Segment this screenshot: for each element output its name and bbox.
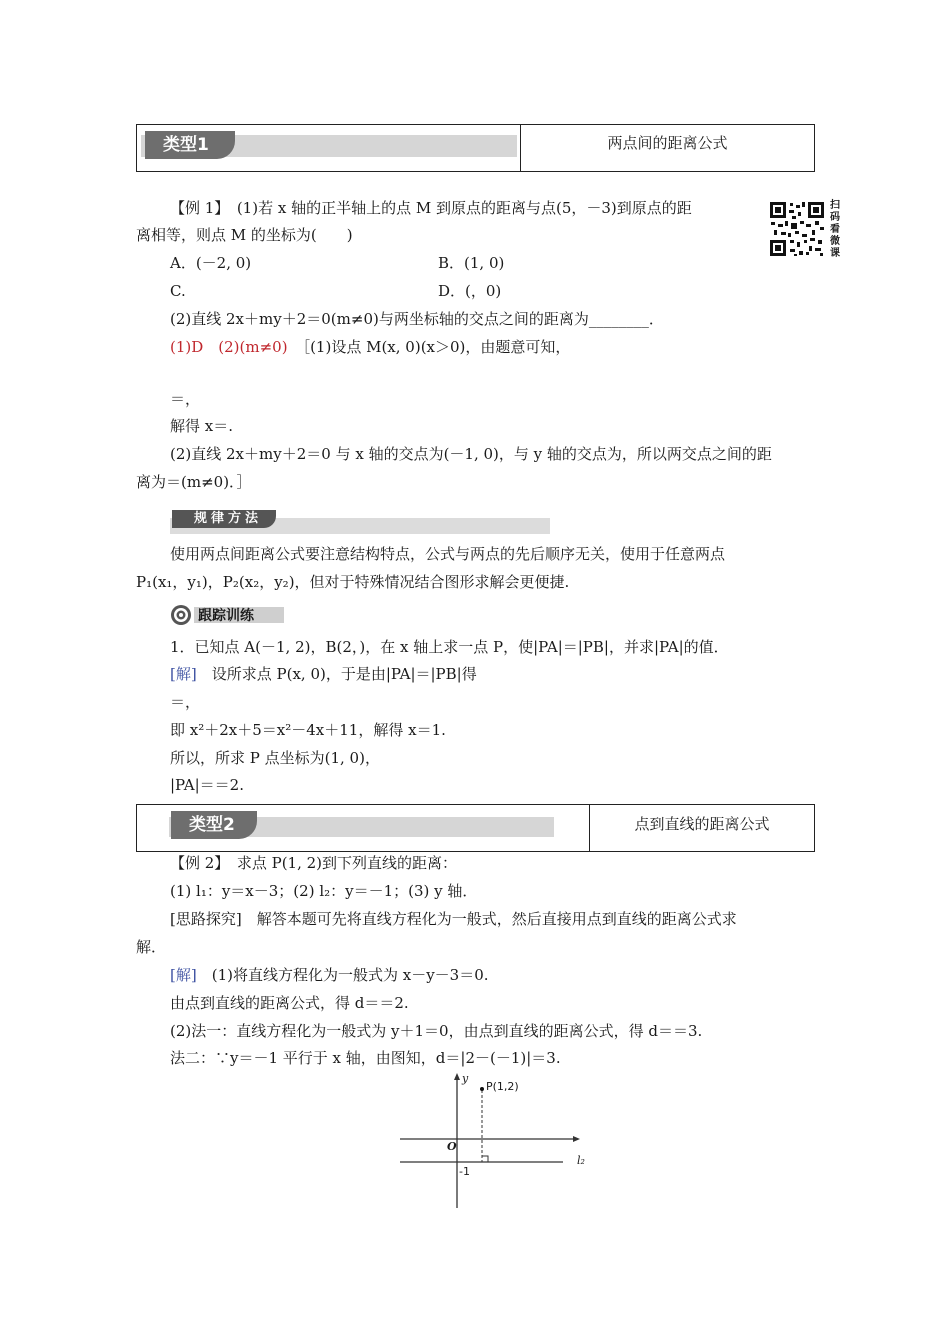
example1-solve: 解得 x＝. bbox=[170, 417, 233, 435]
x-axis-arrow bbox=[573, 1136, 580, 1142]
option-b: B．(1, 0) bbox=[438, 254, 505, 272]
example2-line1 bbox=[170, 853, 457, 873]
method-tag: 规律方法 bbox=[172, 510, 276, 528]
y-axis-arrow bbox=[454, 1073, 460, 1080]
l2-label: l₂ bbox=[577, 1154, 585, 1167]
example1-q2: (2)直线 2x＋my＋2＝0(m≠0)与两坐标轴的交点之间的距离为________． bbox=[170, 310, 664, 328]
think-line2: 解． bbox=[136, 938, 167, 956]
point-p bbox=[480, 1087, 484, 1091]
neg1-label: -1 bbox=[459, 1165, 470, 1178]
answer-explanation: ［(1)设点 M(x, 0)(x＞0)，由题意可知， bbox=[302, 338, 571, 356]
solution-label: [解] bbox=[170, 966, 197, 984]
example2-q: 求点 P(1, 2)到下列直线的距离： bbox=[236, 854, 458, 872]
think-line1: [思路探究] 解答本题可先将直线方程化为一般式，然后直接用点到直线的距离公式求 bbox=[170, 910, 737, 928]
example1-answer bbox=[170, 337, 570, 357]
example2-s4: 法二：∵y＝－1 平行于 x 轴，由图知，d＝|2－(－1)|＝3. bbox=[170, 1049, 561, 1067]
right-angle-mark bbox=[482, 1156, 488, 1162]
option-a: A．(－2, 0) bbox=[170, 254, 252, 272]
section-tag: 类型1 bbox=[145, 131, 235, 159]
coordinate-figure bbox=[395, 1070, 595, 1210]
example2-s2: 由点到直线的距离公式，得 d＝＝2. bbox=[170, 994, 409, 1012]
section-header-2 bbox=[136, 804, 815, 852]
track-sol2: ＝， bbox=[170, 693, 201, 711]
section-tag-area bbox=[137, 125, 521, 171]
example1-q1b: 离相等，则点 M 的坐标为( ) bbox=[136, 226, 353, 244]
example1-q1: (1)若 x 轴的正半轴上的点 M 到原点的距离与点(5，－3)到原点的距 bbox=[236, 199, 692, 217]
section-tag-area bbox=[137, 805, 590, 851]
track-solution-line1 bbox=[170, 664, 477, 684]
track-sol4: 所以，所求 P 点坐标为(1, 0)， bbox=[170, 749, 380, 767]
example1-label: 【例 1】 bbox=[170, 199, 222, 217]
example2-s3: (2)法一：直线方程化为一般式为 y＋1＝0，由点到直线的距离公式，得 d＝＝3. bbox=[170, 1022, 703, 1040]
example1-line1 bbox=[170, 198, 692, 218]
section-title: 点到直线的距离公式 bbox=[634, 815, 770, 833]
section-title: 两点间的距离公式 bbox=[607, 134, 728, 152]
solution-label: [解] bbox=[170, 665, 197, 683]
qr-code[interactable] bbox=[768, 200, 826, 258]
track-question: 1．已知点 A(－1, 2)，B(2，)，在 x 轴上求一点 P，使|PA|＝|PB|，并求|PA|的值． bbox=[170, 638, 729, 656]
target-icon bbox=[170, 604, 192, 626]
track-sol3: 即 x²＋2x＋5＝x²－4x＋11，解得 x＝1. bbox=[170, 721, 446, 739]
qr-caption: 扫码看微课 bbox=[830, 200, 840, 259]
example1-s2b: 离为＝(m≠0)．］ bbox=[136, 473, 252, 491]
answer-key: (1)D (2)(m≠0) bbox=[170, 338, 288, 356]
option-c: C. bbox=[170, 282, 186, 300]
method-line1: 使用两点间距离公式要注意结构特点，公式与两点的先后顺序无关，使用于任意两点 bbox=[170, 545, 726, 563]
origin-label: O bbox=[447, 1140, 457, 1153]
example1-eq: ＝， bbox=[170, 390, 201, 408]
method-line2: P₁(x₁，y₁)，P₂(x₂，y₂)，但对于特殊情况结合图形求解会更便捷. bbox=[136, 573, 570, 591]
track-sol1: 设所求点 P(x, 0)，于是由|PA|＝|PB|得 bbox=[211, 665, 477, 683]
track-sol5: |PA|＝＝2. bbox=[170, 776, 244, 794]
section-tag: 类型2 bbox=[171, 811, 257, 839]
option-d: D．(，0) bbox=[438, 282, 502, 300]
example2-label: 【例 2】 bbox=[170, 854, 222, 872]
example2-parts: (1) l₁：y＝x－3；(2) l₂：y＝－1；(3) y 轴． bbox=[170, 882, 478, 900]
example2-s1: (1)将直线方程化为一般式为 x－y－3＝0. bbox=[211, 966, 489, 984]
section-header-1 bbox=[136, 124, 815, 172]
example1-s2a: (2)直线 2x＋my＋2＝0 与 x 轴的交点为(－1, 0)，与 y 轴的交点为，所以两交点之间的距 bbox=[170, 445, 772, 463]
example2-sol1 bbox=[170, 965, 489, 985]
point-p-label: P(1,2) bbox=[486, 1080, 519, 1093]
track-tag: 跟踪训练 bbox=[198, 608, 254, 624]
y-axis-label: y bbox=[462, 1072, 469, 1085]
